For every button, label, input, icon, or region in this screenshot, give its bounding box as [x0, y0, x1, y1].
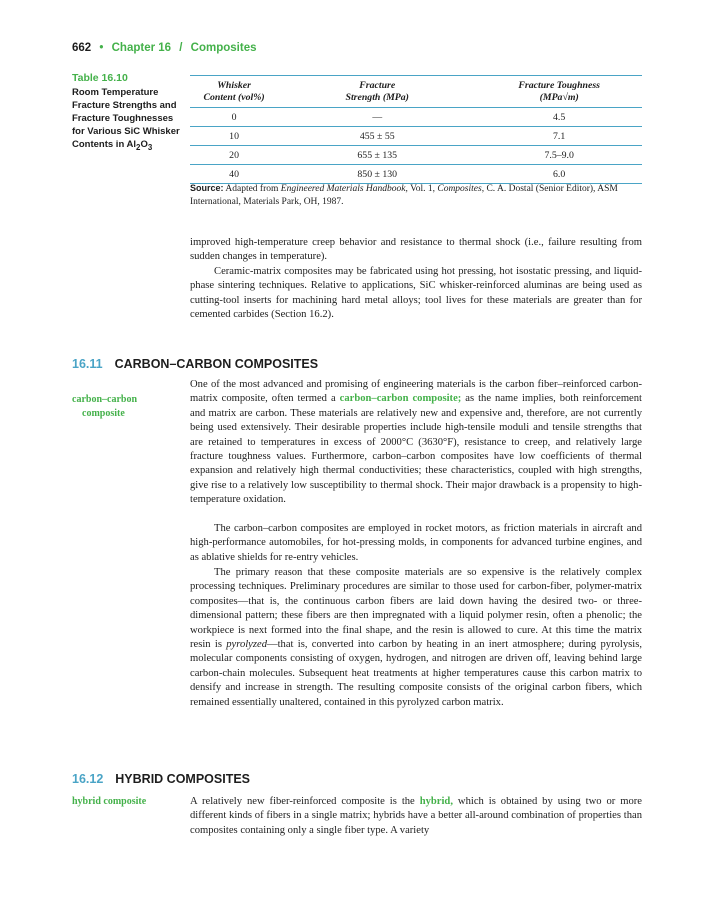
intro-paragraph-2: Ceramic-matrix composites may be fabricated using hot pressing, hot isostatic pressing, and liquid-phase sintering techniques. Relative to applications, SiC whisker-reinforced aluminas are being used as cutting-tool inserts for machining hard metal alloys; tool lives for these materials are greater than for cemented carbides (Section 16.2).	[190, 266, 642, 321]
key-term-carbon-carbon-composite: carbon–carbon composite;	[339, 393, 462, 405]
table-cell: 10	[190, 127, 278, 146]
section-number: 16.12	[72, 772, 104, 786]
carbon-paragraph-3: The primary reason that these composite materials are so expensive is the relatively complex processing techniques. Preliminary procedures are similar to those used for carbon-fiber, polymer-matrix composites—that is, the continuous carbon fibers are laid down having the desired two- or three-dimensional pattern; these fibers are then impregnated with a liquid polymer resin, often a phenolic; the workpiece is next formed into the final shape, and the resin is allowed to cure. At this time the matrix resin is pyrolyzed—that is, converted into carbon by heating in an inert atmosphere; during pyrolysis, molecular components consisting of oxygen, hydrogen, and nitrogen are driven off, leaving behind large carbon-chain molecules. Subsequent heat treatments at higher temperatures cause this carbon matrix to densify and increase in strength. The resulting composite consists of the original carbon fibers, which remained essentially unaltered, contained in this pyrolyzed carbon matrix.	[190, 567, 642, 708]
table-cell: 20	[190, 146, 278, 165]
table-number: Table 16.10	[72, 72, 128, 84]
column-header-whisker-content: Whisker Content (vol%)	[190, 76, 278, 108]
table-row	[190, 127, 642, 146]
table-cell: 6.0	[476, 165, 642, 184]
caption-o: O	[140, 139, 148, 150]
margin-term-hybrid-composite: hybrid composite	[72, 796, 147, 807]
section-title: CARBON–CARBON COMPOSITES	[114, 357, 319, 371]
source-volume-title: Composites,	[437, 184, 485, 194]
key-term-hybrid: hybrid,	[419, 796, 453, 807]
table-cell: 655 ± 135	[278, 146, 476, 165]
page-number: 662	[72, 42, 92, 54]
carbon-paragraph-2: The carbon–carbon composites are employed in rocket motors, as friction materials in aircraft and high-performance automobiles, for hot-pressing molds, in components for advanced turbine engines, and as ablative shields for re-entry vehicles.	[190, 523, 642, 563]
caption-subscript-2: 2	[136, 142, 141, 152]
table-row	[190, 146, 642, 165]
header-bullet: •	[99, 42, 104, 54]
margin-term-carbon-carbon-composite: carbon–carbon composite	[72, 394, 137, 419]
table-row	[190, 108, 642, 127]
whisker-content-table	[190, 75, 642, 184]
table-cell: 40	[190, 165, 278, 184]
table-header-row	[190, 76, 642, 108]
header-separator: /	[179, 42, 183, 54]
section-heading-16-11	[72, 357, 318, 371]
caption-subscript-3: 3	[147, 142, 153, 152]
table-caption	[72, 72, 182, 154]
italic-pyrolyzed: pyrolyzed	[226, 639, 268, 651]
source-label: Source:	[190, 183, 224, 193]
column-header-fracture-strength: Fracture Strength (MPa)	[278, 76, 476, 108]
table-cell: 4.5	[476, 108, 642, 127]
column-header-fracture-toughness: Fracture Toughness (MPa√m)	[476, 76, 642, 108]
source-book-title: Engineered Materials Handbook,	[280, 184, 408, 194]
table-cell: 7.1	[476, 127, 642, 146]
intro-paragraph-1: improved high-temperature creep behavior and resistance to thermal shock (i.e., failure resulting from sudden changes in temperature).	[190, 237, 642, 263]
table-cell: 7.5–9.0	[476, 146, 642, 165]
chapter-label: Chapter 16	[111, 42, 172, 54]
table-source-note: Source: Adapted from Engineered Materials Handbook, Vol. 1, Composites, C. A. Dostal (Senior Editor), ASM International, Materials Park, OH, 1987.	[190, 183, 618, 207]
table-cell: 455 ± 55	[278, 127, 476, 146]
hybrid-paragraph-1: A relatively new fiber-reinforced composite is the hybrid, which is obtained by using two or more different kinds of fibers in a single matrix; hybrids have a better all-around combination of properties than composites containing only a single fiber type. A variety	[190, 796, 642, 836]
section-title: HYBRID COMPOSITES	[115, 772, 251, 786]
section-heading-16-12	[72, 772, 250, 786]
table-cell: 0	[190, 108, 278, 127]
table-cell: —	[278, 108, 476, 127]
table-row	[190, 165, 642, 184]
table-cell: 850 ± 130	[278, 165, 476, 184]
section-number: 16.11	[72, 357, 103, 371]
carbon-paragraph-1: One of the most advanced and promising of engineering materials is the carbon fiber–reinforced carbon-matrix composite, often termed a carbon–carbon composite; as the name implies, both reinforcement and matrix are carbon. These materials are relatively new and expensive and, therefore, are not currently being used extensively. Their desirable properties include high-tensile moduli and tensile strengths that are retained to temperatures in excess of 2000°C (3630°F), resistance to creep, and relatively large fracture toughness values. Furthermore, carbon–carbon composites have low coefficients of thermal expansion and relatively high thermal conductivities; these characteristics, coupled with high strengths, give rise to a relatively low susceptibility to thermal shock. Their major drawback is a propensity to high-temperature oxidation.	[190, 379, 643, 506]
table-caption-text: Room Temperature Fracture Strengths and Fracture Toughnesses for Various SiC Whisker Contents in Al	[72, 87, 180, 150]
chapter-title: Composites	[190, 42, 257, 54]
running-header	[72, 42, 257, 54]
